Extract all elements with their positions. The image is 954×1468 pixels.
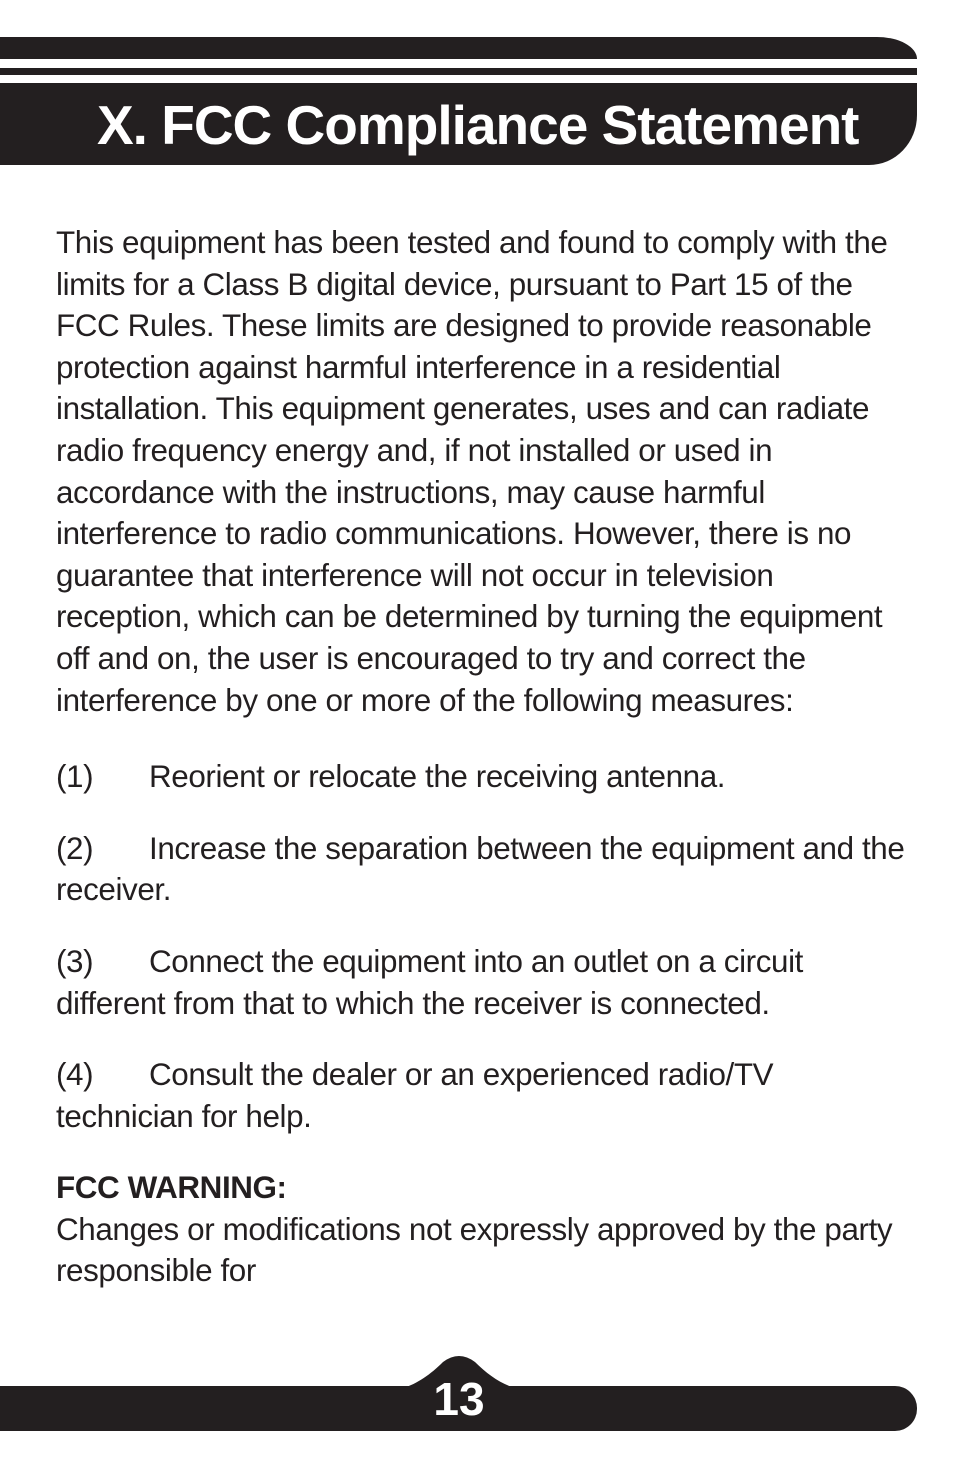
page-number: 13 (433, 1373, 485, 1425)
measure-item-4 (56, 1054, 906, 1137)
measure-item-2 (56, 828, 906, 911)
measure-text: Reorient or relocate the receiving antenna. (149, 759, 726, 795)
header-stripe-top (0, 37, 917, 59)
header-stripe-thin (0, 68, 917, 75)
warning-heading: FCC WARNING: (56, 1170, 287, 1206)
page-title: X. FCC Compliance Statement (97, 94, 859, 156)
document-body (56, 222, 906, 1292)
measure-text: Consult the dealer or an experienced radio/TV technician for help. (56, 1057, 774, 1134)
measure-number: (1) (56, 759, 94, 795)
header-bar (0, 83, 917, 165)
page-number-tab (403, 1356, 515, 1431)
measure-number: (3) (56, 943, 94, 979)
measure-text: Increase the separation between the equipment and the receiver. (56, 830, 905, 908)
intro-paragraph: This equipment has been tested and found to comply with the limits for a Class B digital device, pursuant to Part 15 of the FCC Rules. These limits are designed to provide reasonable protection against harmful interference in a residential installation. This equipment generates, uses and can radiate radio frequency energy and, if not installed or used in accordance with the instructions, may cause harmful interference to radio communications. However, there is no guarantee that interference will not occur in television reception, which can be determined by turning the equipment off and on, the user is encouraged to try and correct the interference by one or more of the following measures: (56, 225, 888, 718)
warning-text: Changes or modifications not expressly approved by the party responsible for (56, 1211, 893, 1289)
measure-item-3 (56, 941, 906, 1024)
measure-number: (4) (56, 1057, 94, 1093)
measure-number: (2) (56, 830, 94, 866)
measure-item-1 (56, 756, 906, 798)
measure-text: Connect the equipment into an outlet on a circuit different from that to which the receiver is connected. (56, 943, 803, 1021)
